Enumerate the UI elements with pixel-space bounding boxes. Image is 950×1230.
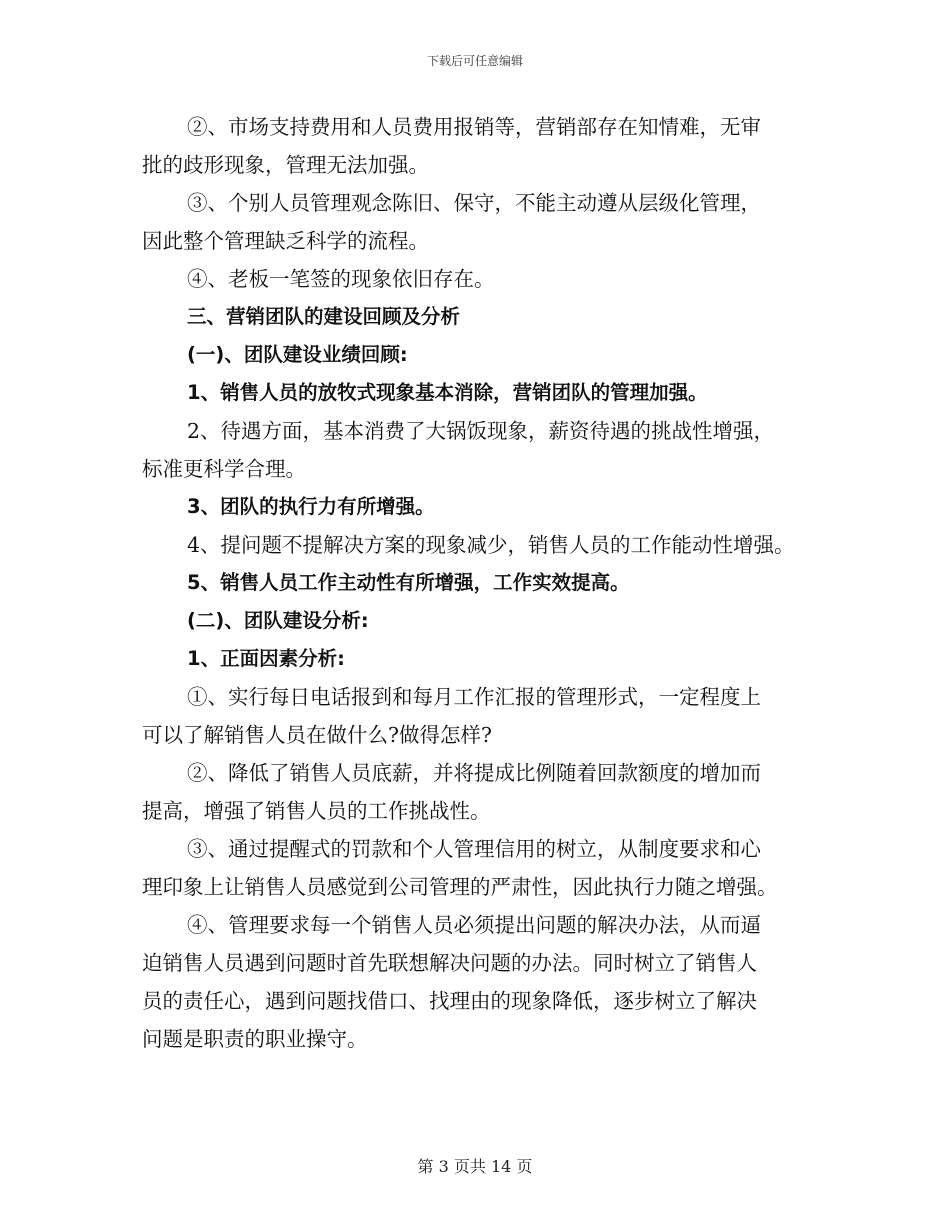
text-line: 员的责任心，遇到问题找借口、找理由的现象降低，逐步树立了解决: [142, 989, 757, 1013]
page-footer: 第 3 页共 14 页: [417, 1157, 533, 1176]
text-line: (二)、团队建设分析:: [187, 609, 369, 632]
text-line: 批的歧形现象，管理无法加强。: [142, 153, 429, 177]
text-line: ④、管理要求每一个销售人员必须提出问题的解决办法，从而逼: [187, 913, 761, 937]
text-line: 可以了解销售人员在做什么?做得怎样?: [142, 723, 492, 747]
document-body: [142, 108, 827, 1058]
text-line: 理印象上让销售人员感觉到公司管理的严肃性，因此执行力随之增强。: [142, 875, 778, 899]
text-line: ③、个别人员管理观念陈旧、保守，不能主动遵从层级化管理，: [187, 191, 761, 215]
text-line: 3、团队的执行力有所增强。: [187, 495, 435, 518]
text-line: ③、通过提醒式的罚款和个人管理信用的树立，从制度要求和心: [187, 837, 761, 861]
text-line: 4、提问题不提解决方案的现象减少，销售人员的工作能动性增强。: [187, 533, 795, 557]
text-line: ②、降低了销售人员底薪，并将提成比例随着回款额度的增加而: [187, 761, 761, 785]
text-line: 提高，增强了销售人员的工作挑战性。: [142, 799, 491, 823]
text-line: 2、待遇方面，基本消费了大锅饭现象，薪资待遇的挑战性增强，: [187, 419, 775, 443]
text-line: (一)、团队建设业绩回顾:: [187, 343, 408, 366]
text-line: 标准更科学合理。: [142, 457, 306, 481]
text-line: ②、市场支持费用和人员费用报销等，营销部存在知情难，无审: [187, 115, 761, 139]
text-line: 因此整个管理缺乏科学的流程。: [142, 229, 429, 253]
page-header: 下载后可任意编辑: [426, 54, 523, 68]
text-line: 1、销售人员的放牧式现象基本消除，营销团队的管理加强。: [187, 381, 708, 404]
text-line: ④、老板一笔签的现象依旧存在。: [187, 267, 495, 291]
text-line: 迫销售人员遇到问题时首先联想解决问题的办法。同时树立了销售人: [142, 951, 757, 975]
text-line: 三、营销团队的建设回顾及分析: [187, 305, 461, 328]
text-line: ①、实行每日电话报到和每月工作汇报的管理形式，一定程度上: [187, 685, 761, 709]
text-line: 问题是职责的职业操守。: [142, 1027, 368, 1051]
text-line: 1、正面因素分析:: [187, 647, 345, 670]
text-line: 5、销售人员工作主动性有所增强，工作实效提高。: [187, 571, 630, 594]
